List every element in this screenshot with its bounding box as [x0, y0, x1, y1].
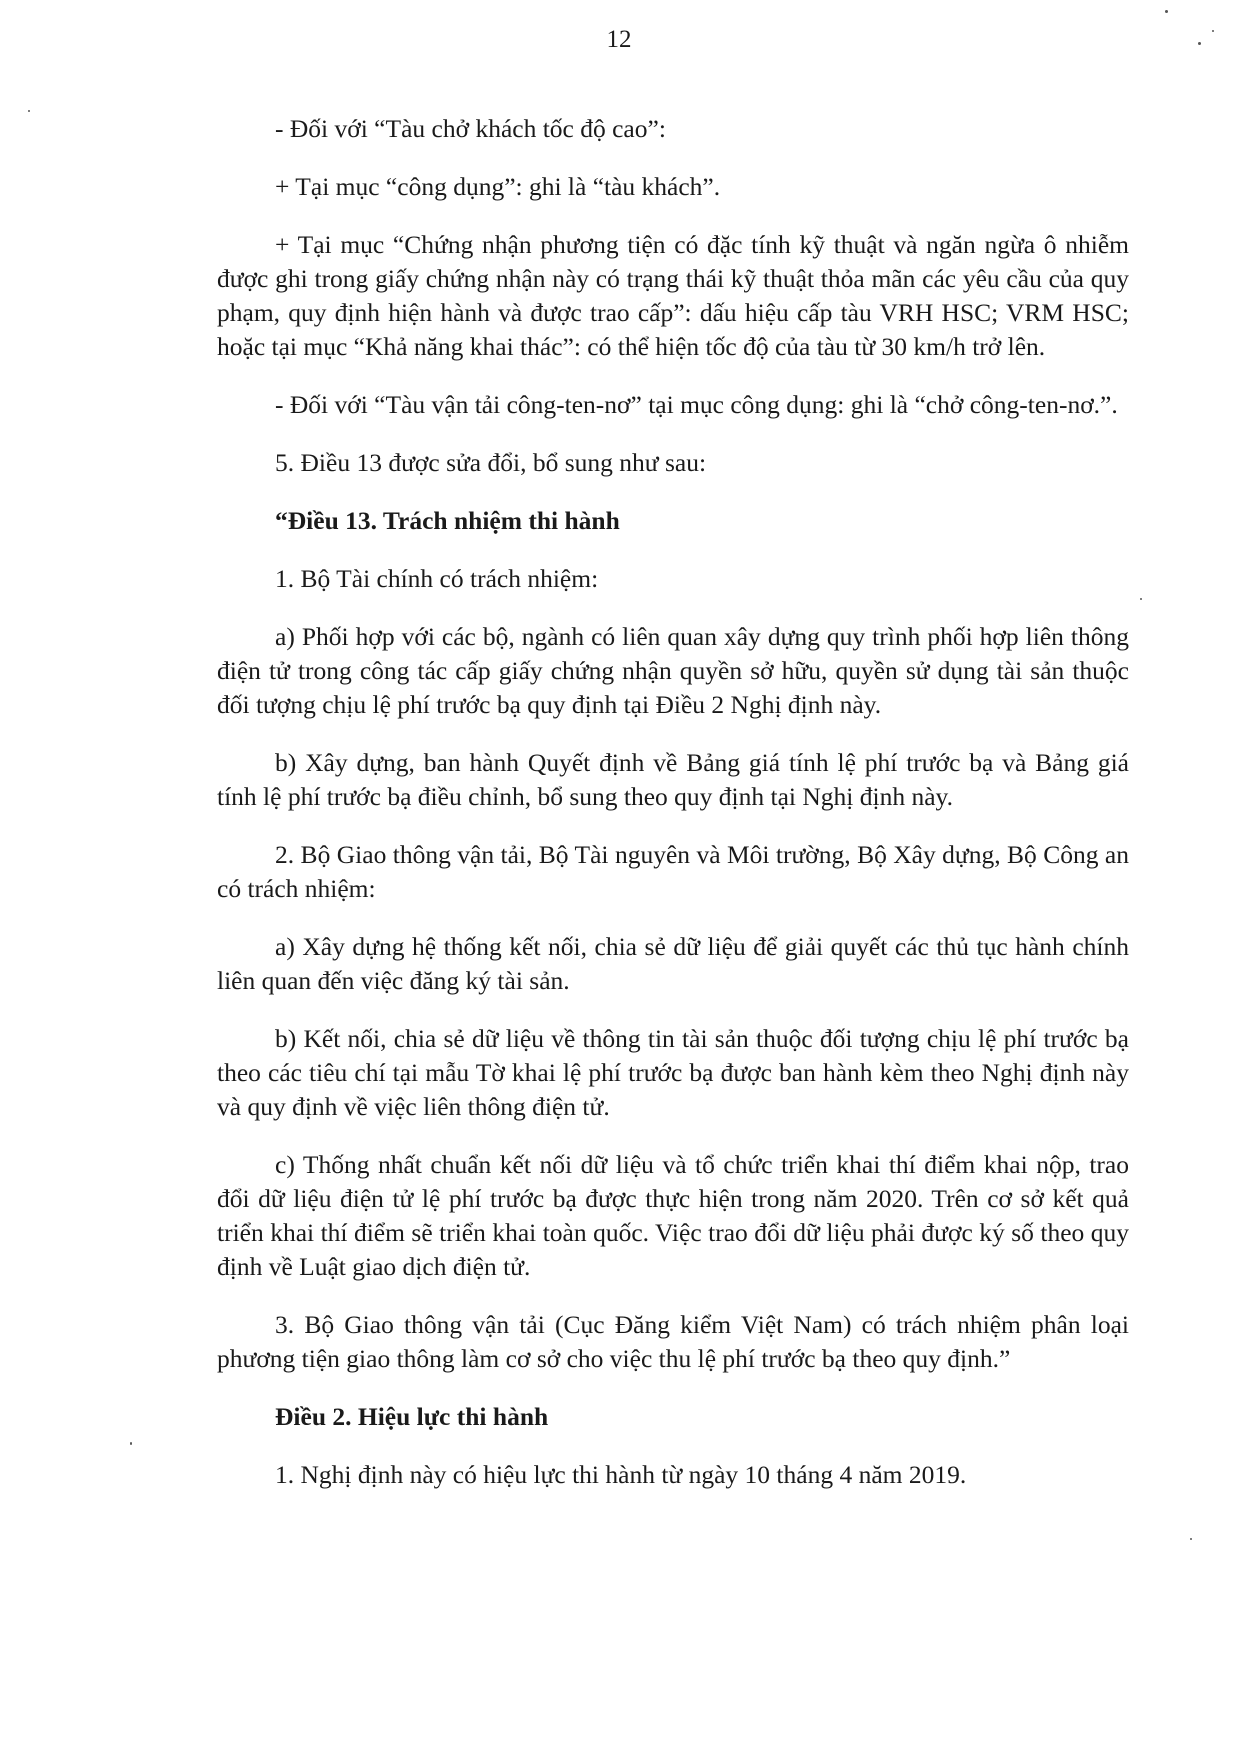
article-2-heading: Điều 2. Hiệu lực thi hành — [275, 1402, 549, 1431]
scan-speck — [1190, 1538, 1192, 1540]
paragraph-ministries-responsibility: 2. Bộ Giao thông vận tải, Bộ Tài nguyên và Môi trường, Bộ Xây dựng, Bộ Công an có trách nhiệm: — [217, 840, 1129, 903]
article-13-heading: “Điều 13. Trách nhiệm thi hành — [275, 506, 620, 535]
paragraph-finance-a: a) Phối hợp với các bộ, ngành có liên quan xây dựng quy trình phối hợp liên thông điện tử trong công tác cấp giấy chứng nhận quyền sở hữu, quyền sử dụng tài sản thuộc đối tượng chịu lệ phí trước bạ quy định tại Điều 2 Nghị định này. — [217, 622, 1129, 719]
paragraph-effective-date: 1. Nghị định này có hiệu lực thi hành từ ngày 10 tháng 4 năm 2019. — [275, 1460, 967, 1489]
scan-speck — [130, 1442, 132, 1445]
scan-speck — [1212, 30, 1214, 32]
scan-speck — [1165, 10, 1168, 13]
paragraph-transport-ministry: 3. Bộ Giao thông vận tải (Cục Đăng kiểm Việt Nam) có trách nhiệm phân loại phương tiện giao thông làm cơ sở cho việc thu lệ phí trước bạ theo quy định.” — [217, 1310, 1129, 1373]
paragraph-usage-field: + Tại mục “công dụng”: ghi là “tàu khách”. — [275, 172, 721, 201]
scan-speck — [28, 110, 30, 112]
paragraph-high-speed-vessel: - Đối với “Tàu chở khách tốc độ cao”: — [275, 114, 666, 143]
page-number: 12 — [606, 26, 632, 53]
paragraph-amendment-clause-5: 5. Điều 13 được sửa đổi, bổ sung như sau: — [275, 448, 707, 477]
paragraph-ministries-b: b) Kết nối, chia sẻ dữ liệu về thông tin tài sản thuộc đối tượng chịu lệ phí trước bạ theo các tiêu chí tại mẫu Tờ khai lệ phí trước bạ được ban hành kèm theo Nghị định này và quy định về việc liên thông điện tử. — [217, 1024, 1129, 1121]
paragraph-ministry-finance: 1. Bộ Tài chính có trách nhiệm: — [275, 564, 599, 593]
scan-speck — [1140, 598, 1142, 600]
document-body — [217, 112, 1129, 1516]
scan-speck — [1198, 42, 1201, 45]
paragraph-ministries-c: c) Thống nhất chuẩn kết nối dữ liệu và tổ chức triển khai thí điểm khai nộp, trao đổi dữ liệu điện tử lệ phí trước bạ được thực hiện trong năm 2020. Trên cơ sở kết quả triển khai thí điểm sẽ triển khai toàn quốc. Việc trao đổi dữ liệu phải được ký số theo quy định về Luật giao dịch điện tử. — [217, 1150, 1129, 1281]
paragraph-ministries-a: a) Xây dựng hệ thống kết nối, chia sẻ dữ liệu để giải quyết các thủ tục hành chính liên quan đến việc đăng ký tài sản. — [217, 932, 1129, 995]
paragraph-container-vessel: - Đối với “Tàu vận tải công-ten-nơ” tại mục công dụng: ghi là “chở công-ten-nơ.”. — [275, 390, 1118, 419]
paragraph-certificate-field: + Tại mục “Chứng nhận phương tiện có đặc tính kỹ thuật và ngăn ngừa ô nhiễm được ghi trong giấy chứng nhận này có trạng thái kỹ thuật thỏa mãn các yêu cầu của quy phạm, quy định hiện hành và được trao cấp”: dấu hiệu cấp tàu VRH HSC; VRM HSC; hoặc tại mục “Khả năng khai thác”: có thể hiện tốc độ của tàu từ 30 km/h trở lên. — [217, 230, 1129, 361]
paragraph-finance-b: b) Xây dựng, ban hành Quyết định về Bảng giá tính lệ phí trước bạ và Bảng giá tính lệ phí trước bạ điều chỉnh, bổ sung theo quy định tại Nghị định này. — [217, 748, 1129, 811]
